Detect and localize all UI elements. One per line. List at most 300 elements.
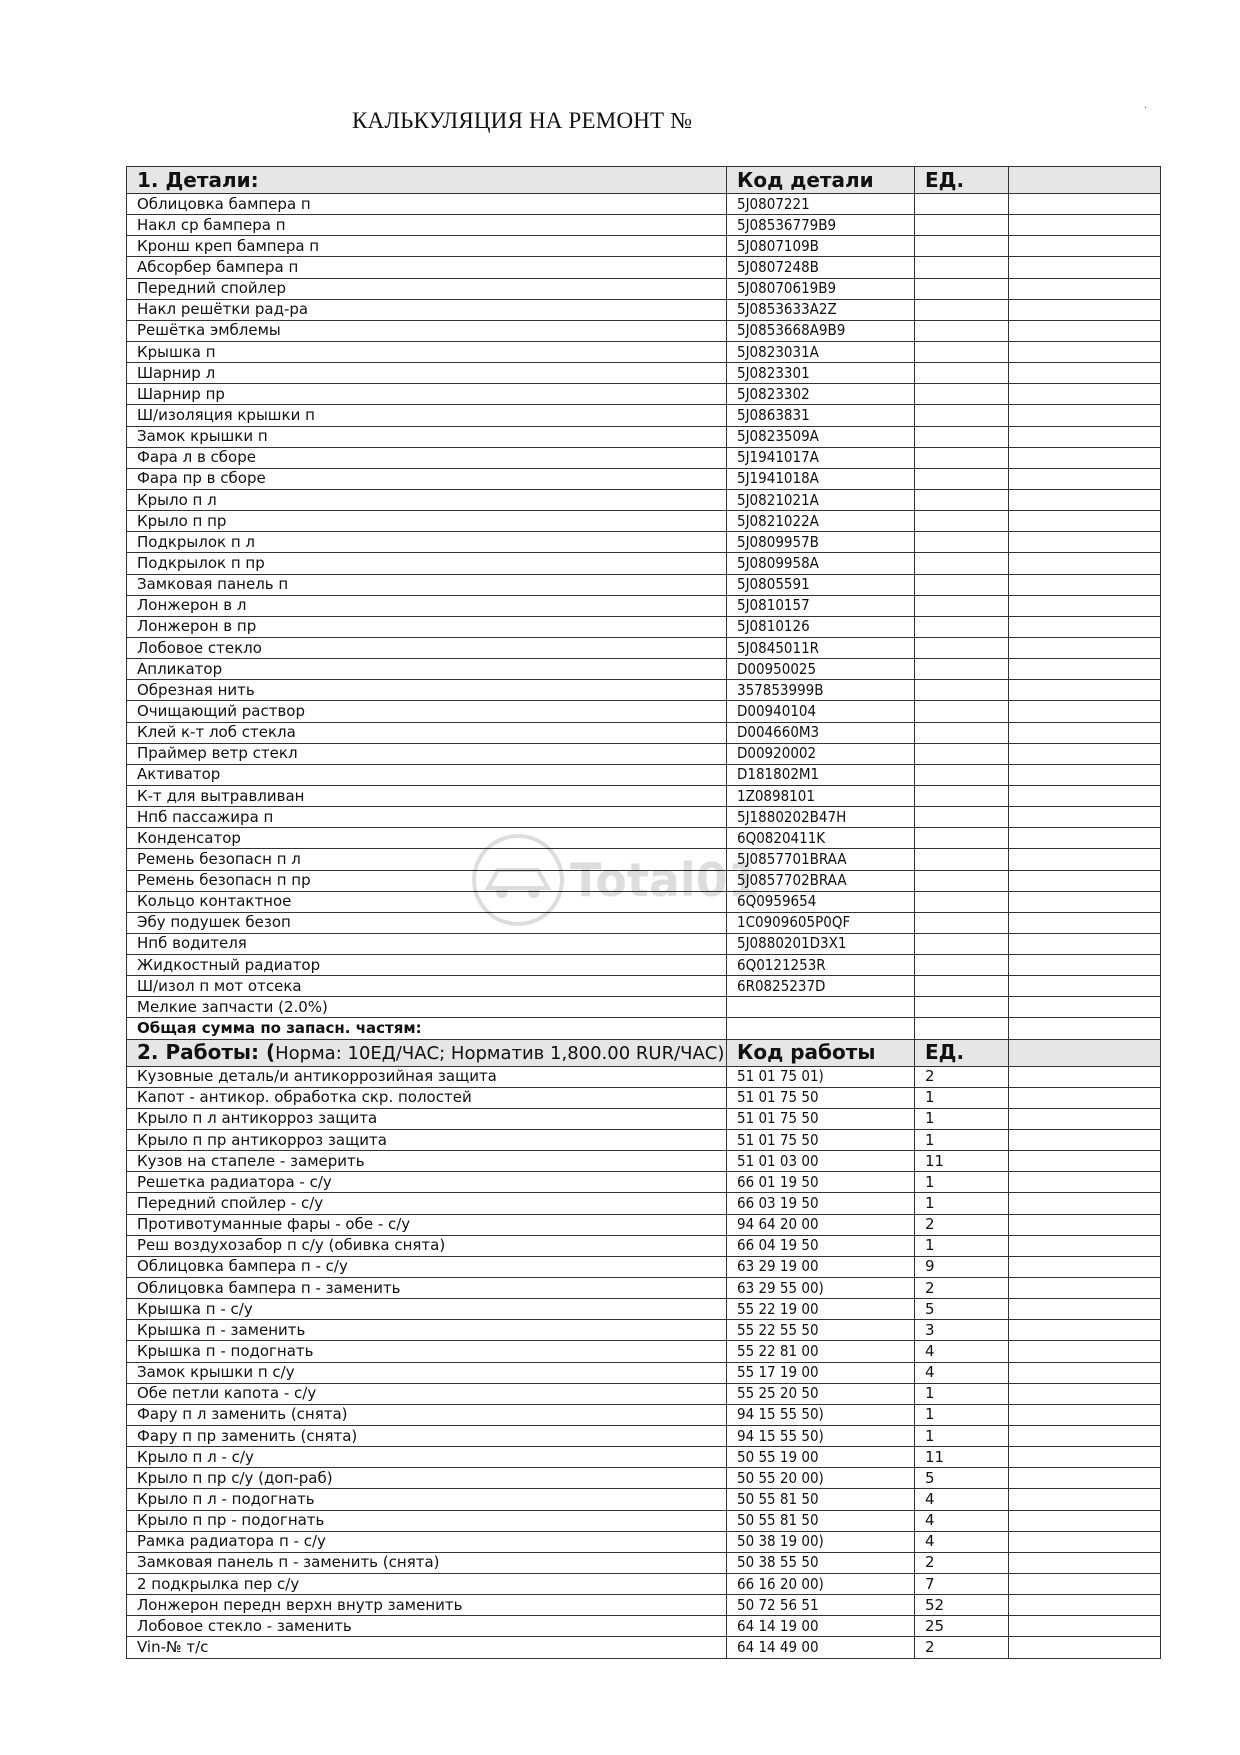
work-units-cell: 5 <box>915 1299 1009 1320</box>
work-row <box>127 1404 1161 1425</box>
work-row <box>127 1299 1161 1320</box>
part-extra-cell <box>1009 616 1161 637</box>
part-code-cell: 5J0845011R <box>727 637 915 658</box>
part-units-cell <box>915 616 1009 637</box>
part-code-cell: 5J0807221 <box>727 194 915 215</box>
parts-total-row <box>127 1018 1161 1039</box>
work-units-cell: 2 <box>915 1552 1009 1573</box>
work-row <box>127 1172 1161 1193</box>
part-row <box>127 278 1161 299</box>
work-name-cell: Кузовные деталь/и антикоррозийная защита <box>127 1066 727 1087</box>
work-row <box>127 1616 1161 1637</box>
part-row <box>127 659 1161 680</box>
part-row <box>127 236 1161 257</box>
work-extra-cell <box>1009 1574 1161 1595</box>
part-extra-cell <box>1009 194 1161 215</box>
work-name-cell: 2 подкрылка пер с/у <box>127 1574 727 1595</box>
part-units-cell <box>915 553 1009 574</box>
corner-mark: . <box>1144 100 1148 111</box>
work-extra-cell <box>1009 1362 1161 1383</box>
part-code-cell: 5J0857701BRAA <box>727 849 915 870</box>
part-units-cell <box>915 807 1009 828</box>
part-units-cell <box>915 384 1009 405</box>
work-row <box>127 1447 1161 1468</box>
part-code-cell: 5J0809957B <box>727 532 915 553</box>
part-row <box>127 426 1161 447</box>
work-extra-cell <box>1009 1531 1161 1552</box>
part-extra-cell <box>1009 511 1161 532</box>
work-name-cell: Лобовое стекло - заменить <box>127 1616 727 1637</box>
part-row <box>127 320 1161 341</box>
work-name-cell: Крышка п - заменить <box>127 1320 727 1341</box>
parts-header-row <box>127 167 1161 194</box>
part-extra-cell <box>1009 764 1161 785</box>
part-units-cell <box>915 933 1009 954</box>
work-units-cell: 1 <box>915 1130 1009 1151</box>
part-units-cell <box>915 532 1009 553</box>
work-extra-cell <box>1009 1426 1161 1447</box>
part-units-cell <box>915 511 1009 532</box>
work-name-cell: Облицовка бампера п - заменить <box>127 1278 727 1299</box>
part-units-cell <box>915 976 1009 997</box>
part-code-cell: D004660M3 <box>727 722 915 743</box>
part-extra-cell <box>1009 743 1161 764</box>
part-name-cell: Клей к-т лоб стекла <box>127 722 727 743</box>
part-extra-cell <box>1009 891 1161 912</box>
work-code-cell: 50 55 81 50 <box>727 1489 915 1510</box>
part-code-cell: 5J0821022A <box>727 511 915 532</box>
part-units-cell <box>915 764 1009 785</box>
part-name-cell: Шарнир л <box>127 363 727 384</box>
work-row <box>127 1193 1161 1214</box>
work-row <box>127 1362 1161 1383</box>
part-name-cell: Лонжерон в л <box>127 595 727 616</box>
part-code-cell: 5J0823302 <box>727 384 915 405</box>
part-row <box>127 489 1161 510</box>
part-extra-cell <box>1009 701 1161 722</box>
part-row <box>127 764 1161 785</box>
part-extra-cell <box>1009 637 1161 658</box>
part-code-cell <box>727 997 915 1018</box>
part-extra-cell <box>1009 320 1161 341</box>
part-row <box>127 532 1161 553</box>
part-units-cell <box>915 680 1009 701</box>
part-row <box>127 912 1161 933</box>
part-row <box>127 215 1161 236</box>
works-section <box>127 1039 1161 1658</box>
part-row <box>127 194 1161 215</box>
part-row <box>127 405 1161 426</box>
work-units-cell: 2 <box>915 1066 1009 1087</box>
part-row <box>127 722 1161 743</box>
work-code-cell: 55 22 55 50 <box>727 1320 915 1341</box>
works-units-column-header: ЕД. <box>915 1039 1009 1066</box>
work-name-cell: Крышка п - с/у <box>127 1299 727 1320</box>
part-code-cell: 5J0807109B <box>727 236 915 257</box>
work-code-cell: 55 17 19 00 <box>727 1362 915 1383</box>
work-extra-cell <box>1009 1341 1161 1362</box>
part-name-cell: Фара л в сборе <box>127 447 727 468</box>
part-extra-cell <box>1009 828 1161 849</box>
part-code-cell: 5J08536779B9 <box>727 215 915 236</box>
work-extra-cell <box>1009 1172 1161 1193</box>
part-extra-cell <box>1009 489 1161 510</box>
part-name-cell: Крышка п <box>127 341 727 362</box>
part-extra-cell <box>1009 912 1161 933</box>
part-units-cell <box>915 341 1009 362</box>
work-row <box>127 1214 1161 1235</box>
part-extra-cell <box>1009 870 1161 891</box>
work-row <box>127 1468 1161 1489</box>
work-extra-cell <box>1009 1510 1161 1531</box>
part-name-cell: Накл ср бампера п <box>127 215 727 236</box>
work-code-cell: 94 15 55 50) <box>727 1426 915 1447</box>
work-name-cell: Vin-№ т/с <box>127 1637 727 1658</box>
part-code-cell: 6Q0820411K <box>727 828 915 849</box>
part-units-cell <box>915 828 1009 849</box>
part-extra-cell <box>1009 299 1161 320</box>
work-row <box>127 1510 1161 1531</box>
part-extra-cell <box>1009 976 1161 997</box>
part-name-cell: Активатор <box>127 764 727 785</box>
work-extra-cell <box>1009 1404 1161 1425</box>
part-units-cell <box>915 849 1009 870</box>
work-units-cell: 1 <box>915 1383 1009 1404</box>
work-code-cell: 51 01 75 01) <box>727 1066 915 1087</box>
parts-heading: 1. Детали: <box>127 167 727 194</box>
work-units-cell: 7 <box>915 1574 1009 1595</box>
work-row <box>127 1552 1161 1573</box>
work-units-cell: 1 <box>915 1172 1009 1193</box>
work-extra-cell <box>1009 1214 1161 1235</box>
work-row <box>127 1151 1161 1172</box>
work-row <box>127 1235 1161 1256</box>
work-name-cell: Крыло п л - с/у <box>127 1447 727 1468</box>
part-name-cell: Апликатор <box>127 659 727 680</box>
part-code-cell: 5J08070619B9 <box>727 278 915 299</box>
part-extra-cell <box>1009 384 1161 405</box>
work-name-cell: Крыло п л антикорроз защита <box>127 1108 727 1129</box>
work-units-cell: 1 <box>915 1193 1009 1214</box>
part-row <box>127 849 1161 870</box>
work-extra-cell <box>1009 1193 1161 1214</box>
part-code-cell: 6Q0121253R <box>727 955 915 976</box>
work-row <box>127 1130 1161 1151</box>
part-units-cell <box>915 637 1009 658</box>
part-extra-cell <box>1009 595 1161 616</box>
part-units-cell <box>915 997 1009 1018</box>
part-name-cell: Решётка эмблемы <box>127 320 727 341</box>
work-units-cell: 4 <box>915 1489 1009 1510</box>
part-code-cell: 5J0821021A <box>727 489 915 510</box>
work-extra-cell <box>1009 1108 1161 1129</box>
part-code-cell: 5J0853668A9B9 <box>727 320 915 341</box>
part-code-cell: 5J1941018A <box>727 468 915 489</box>
part-code-cell: 5J0810157 <box>727 595 915 616</box>
part-row <box>127 447 1161 468</box>
part-row <box>127 743 1161 764</box>
part-code-cell: D00950025 <box>727 659 915 680</box>
part-code-cell: 5J0823031A <box>727 341 915 362</box>
part-name-cell: Обрезная нить <box>127 680 727 701</box>
part-extra-cell <box>1009 933 1161 954</box>
part-row <box>127 807 1161 828</box>
parts-total-extra-cell <box>1009 1018 1161 1039</box>
part-units-cell <box>915 468 1009 489</box>
part-code-cell: 1Z0898101 <box>727 785 915 806</box>
work-name-cell: Кузов на стапеле - замерить <box>127 1151 727 1172</box>
work-extra-cell <box>1009 1235 1161 1256</box>
parts-code-column-header: Код детали <box>727 167 915 194</box>
part-name-cell: Лонжерон в пр <box>127 616 727 637</box>
works-norm-text: Норма: 10ЕД/ЧАС; Норматив <box>275 1042 551 1064</box>
parts-section <box>127 167 1161 1018</box>
work-code-cell: 64 14 49 00 <box>727 1637 915 1658</box>
part-extra-cell <box>1009 278 1161 299</box>
work-row <box>127 1066 1161 1087</box>
works-code-column-header: Код работы <box>727 1039 915 1066</box>
work-name-cell: Замок крышки п с/у <box>127 1362 727 1383</box>
work-extra-cell <box>1009 1087 1161 1108</box>
part-name-cell: Ремень безопасн п л <box>127 849 727 870</box>
part-units-cell <box>915 701 1009 722</box>
part-row <box>127 616 1161 637</box>
work-name-cell: Лонжерон передн верхн внутр заменить <box>127 1595 727 1616</box>
work-row <box>127 1595 1161 1616</box>
work-code-cell: 66 03 19 50 <box>727 1193 915 1214</box>
work-code-cell: 50 38 55 50 <box>727 1552 915 1573</box>
work-units-cell: 52 <box>915 1595 1009 1616</box>
part-extra-cell <box>1009 236 1161 257</box>
part-name-cell: Кронш креп бампера п <box>127 236 727 257</box>
part-extra-cell <box>1009 553 1161 574</box>
work-code-cell: 66 16 20 00) <box>727 1574 915 1595</box>
work-units-cell: 2 <box>915 1278 1009 1299</box>
part-extra-cell <box>1009 997 1161 1018</box>
work-name-cell: Крыло п л - подогнать <box>127 1489 727 1510</box>
works-extra-column-header <box>1009 1039 1161 1066</box>
work-code-cell: 55 22 81 00 <box>727 1341 915 1362</box>
work-extra-cell <box>1009 1637 1161 1658</box>
part-extra-cell <box>1009 215 1161 236</box>
part-name-cell: Кольцо контактное <box>127 891 727 912</box>
part-code-cell: 5J0857702BRAA <box>727 870 915 891</box>
work-extra-cell <box>1009 1595 1161 1616</box>
part-code-cell: 1C0909605P0QF <box>727 912 915 933</box>
part-units-cell <box>915 574 1009 595</box>
part-extra-cell <box>1009 849 1161 870</box>
work-extra-cell <box>1009 1320 1161 1341</box>
work-units-cell: 1 <box>915 1087 1009 1108</box>
work-code-cell: 94 64 20 00 <box>727 1214 915 1235</box>
work-name-cell: Передний спойлер - с/у <box>127 1193 727 1214</box>
work-extra-cell <box>1009 1552 1161 1573</box>
work-name-cell: Крышка п - подогнать <box>127 1341 727 1362</box>
parts-total-section <box>127 1018 1161 1039</box>
part-name-cell: Праймер ветр стекл <box>127 743 727 764</box>
work-extra-cell <box>1009 1447 1161 1468</box>
work-row <box>127 1341 1161 1362</box>
part-row <box>127 595 1161 616</box>
part-extra-cell <box>1009 532 1161 553</box>
part-name-cell: Абсорбер бампера п <box>127 257 727 278</box>
work-code-cell: 55 25 20 50 <box>727 1383 915 1404</box>
work-extra-cell <box>1009 1468 1161 1489</box>
part-name-cell: Мелкие запчасти (2.0%) <box>127 997 727 1018</box>
work-name-cell: Реш воздухозабор п с/у (обивка снята) <box>127 1235 727 1256</box>
work-code-cell: 50 55 20 00) <box>727 1468 915 1489</box>
work-row <box>127 1426 1161 1447</box>
work-units-cell: 4 <box>915 1341 1009 1362</box>
work-extra-cell <box>1009 1278 1161 1299</box>
part-name-cell: Облицовка бампера п <box>127 194 727 215</box>
part-units-cell <box>915 447 1009 468</box>
work-row <box>127 1320 1161 1341</box>
work-name-cell: Решетка радиатора - с/у <box>127 1172 727 1193</box>
work-row <box>127 1256 1161 1277</box>
work-name-cell: Замковая панель п - заменить (снята) <box>127 1552 727 1573</box>
part-code-cell: 5J0823509A <box>727 426 915 447</box>
part-code-cell: 6R0825237D <box>727 976 915 997</box>
work-row <box>127 1278 1161 1299</box>
parts-units-column-header: ЕД. <box>915 167 1009 194</box>
part-name-cell: Крыло п л <box>127 489 727 510</box>
part-row <box>127 701 1161 722</box>
part-code-cell: 5J0807248B <box>727 257 915 278</box>
work-code-cell: 51 01 75 50 <box>727 1130 915 1151</box>
part-units-cell <box>915 299 1009 320</box>
part-units-cell <box>915 194 1009 215</box>
part-extra-cell <box>1009 785 1161 806</box>
work-code-cell: 66 04 19 50 <box>727 1235 915 1256</box>
part-row <box>127 680 1161 701</box>
part-row <box>127 637 1161 658</box>
part-units-cell <box>915 912 1009 933</box>
part-code-cell: 5J0810126 <box>727 616 915 637</box>
part-extra-cell <box>1009 955 1161 976</box>
part-name-cell: Ш/изол п мот отсека <box>127 976 727 997</box>
parts-total-code-cell <box>727 1018 915 1039</box>
work-units-cell: 1 <box>915 1404 1009 1425</box>
part-row <box>127 870 1161 891</box>
part-units-cell <box>915 363 1009 384</box>
part-name-cell: Замковая панель п <box>127 574 727 595</box>
part-code-cell: 6Q0959654 <box>727 891 915 912</box>
part-units-cell <box>915 278 1009 299</box>
part-row <box>127 384 1161 405</box>
work-row <box>127 1087 1161 1108</box>
part-name-cell: Эбу подушек безоп <box>127 912 727 933</box>
work-name-cell: Крыло п пр - подогнать <box>127 1510 727 1531</box>
work-code-cell: 66 01 19 50 <box>727 1172 915 1193</box>
work-row <box>127 1574 1161 1595</box>
work-row <box>127 1108 1161 1129</box>
part-extra-cell <box>1009 341 1161 362</box>
part-units-cell <box>915 785 1009 806</box>
part-row <box>127 553 1161 574</box>
calculation-table <box>126 166 1161 1659</box>
part-code-cell: 5J0809958A <box>727 553 915 574</box>
part-row <box>127 955 1161 976</box>
work-units-cell: 9 <box>915 1256 1009 1277</box>
part-row <box>127 997 1161 1018</box>
part-units-cell <box>915 955 1009 976</box>
part-units-cell <box>915 426 1009 447</box>
work-code-cell: 50 72 56 51 <box>727 1595 915 1616</box>
part-row <box>127 299 1161 320</box>
work-units-cell: 4 <box>915 1362 1009 1383</box>
part-name-cell: Подкрылок п пр <box>127 553 727 574</box>
part-name-cell: Очищающий раствор <box>127 701 727 722</box>
part-name-cell: Ремень безопасн п пр <box>127 870 727 891</box>
work-extra-cell <box>1009 1299 1161 1320</box>
work-extra-cell <box>1009 1066 1161 1087</box>
part-code-cell: D00940104 <box>727 701 915 722</box>
work-row <box>127 1383 1161 1404</box>
work-units-cell: 1 <box>915 1108 1009 1129</box>
work-extra-cell <box>1009 1383 1161 1404</box>
work-row <box>127 1637 1161 1658</box>
part-code-cell: D181802M1 <box>727 764 915 785</box>
works-rate-text: 1,800.00 RUR/ЧАС) <box>550 1042 725 1064</box>
work-code-cell: 50 55 81 50 <box>727 1510 915 1531</box>
part-row <box>127 511 1161 532</box>
work-name-cell: Капот - антикор. обработка скр. полостей <box>127 1087 727 1108</box>
part-name-cell: Лобовое стекло <box>127 637 727 658</box>
part-row <box>127 891 1161 912</box>
work-units-cell: 25 <box>915 1616 1009 1637</box>
part-code-cell: D00920002 <box>727 743 915 764</box>
work-name-cell: Облицовка бампера п - с/у <box>127 1256 727 1277</box>
part-row <box>127 341 1161 362</box>
work-name-cell: Крыло п пр с/у (доп-раб) <box>127 1468 727 1489</box>
work-row <box>127 1531 1161 1552</box>
part-units-cell <box>915 595 1009 616</box>
part-units-cell <box>915 320 1009 341</box>
part-units-cell <box>915 405 1009 426</box>
works-heading: 2. Работы: ( <box>137 1039 276 1064</box>
parts-total-label: Общая сумма по запасн. частям: <box>127 1018 727 1039</box>
part-name-cell: Ш/изоляция крышки п <box>127 405 727 426</box>
part-units-cell <box>915 215 1009 236</box>
part-name-cell: Накл решётки рад-ра <box>127 299 727 320</box>
work-code-cell: 51 01 75 50 <box>727 1108 915 1129</box>
work-code-cell: 63 29 19 00 <box>727 1256 915 1277</box>
parts-total-units-cell <box>915 1018 1009 1039</box>
part-name-cell: Конденсатор <box>127 828 727 849</box>
part-extra-cell <box>1009 426 1161 447</box>
part-code-cell: 5J0880201D3X1 <box>727 933 915 954</box>
part-code-cell: 5J0805591 <box>727 574 915 595</box>
part-row <box>127 933 1161 954</box>
part-name-cell: Жидкостный радиатор <box>127 955 727 976</box>
works-header-row <box>127 1039 1161 1066</box>
work-extra-cell <box>1009 1616 1161 1637</box>
work-code-cell: 50 38 19 00) <box>727 1531 915 1552</box>
part-name-cell: Передний спойлер <box>127 278 727 299</box>
work-code-cell: 51 01 75 50 <box>727 1087 915 1108</box>
work-row <box>127 1489 1161 1510</box>
part-row <box>127 976 1161 997</box>
work-name-cell: Противотуманные фары - обе - с/у <box>127 1214 727 1235</box>
parts-extra-column-header <box>1009 167 1161 194</box>
work-name-cell: Фару п л заменить (снята) <box>127 1404 727 1425</box>
part-extra-cell <box>1009 468 1161 489</box>
work-code-cell: 50 55 19 00 <box>727 1447 915 1468</box>
work-extra-cell <box>1009 1130 1161 1151</box>
work-units-cell: 1 <box>915 1426 1009 1447</box>
work-code-cell: 64 14 19 00 <box>727 1616 915 1637</box>
